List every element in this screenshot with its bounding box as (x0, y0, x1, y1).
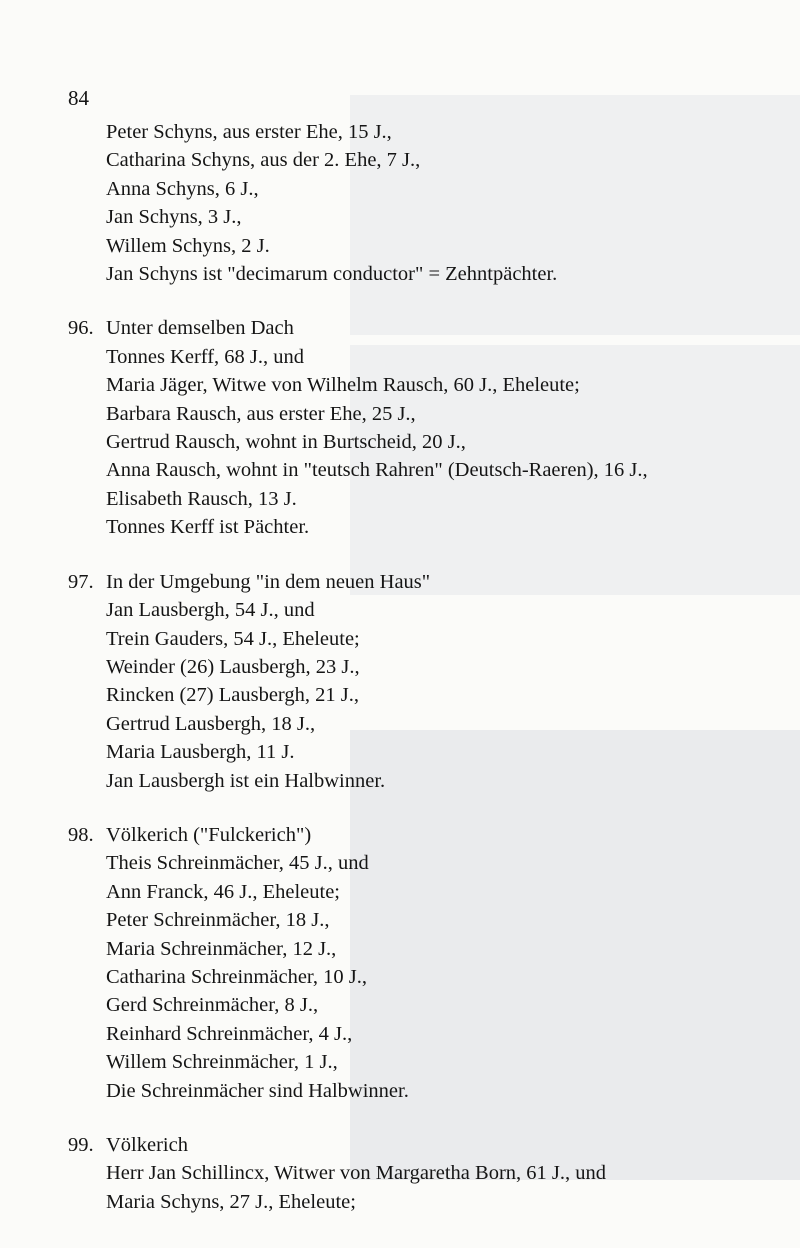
entry-line: Willem Schreinmächer, 1 J., (106, 1051, 338, 1074)
entry-line: Willem Schyns, 2 J. (106, 234, 270, 257)
entry-line: Ann Franck, 46 J., Eheleute; (106, 880, 340, 903)
entry-line: Maria Schreinmächer, 12 J., (106, 937, 337, 960)
page-number: 84 (68, 86, 89, 110)
entry-line: Maria Schyns, 27 J., Eheleute; (106, 1190, 356, 1213)
entry-line: Völkerich (106, 1134, 188, 1156)
entry-line: Jan Schyns, 3 J., (106, 206, 242, 229)
entry-line: Völkerich ("Fulckerich") (106, 823, 312, 846)
entry-line: Rincken (27) Lausbergh, 21 J., (106, 684, 359, 707)
entry-line: Tonnes Kerff, 68 J., und (106, 345, 305, 368)
entry-line: Anna Schyns, 6 J., (106, 177, 259, 200)
register-entries (68, 118, 768, 1242)
entry-number: 99. (68, 1134, 94, 1156)
entry-line: Theis Schreinmächer, 45 J., und (106, 852, 369, 875)
entry-line: Maria Jäger, Witwe von Wilhelm Rausch, 60 J., Eheleute; (106, 374, 580, 397)
entry-99 (68, 1131, 768, 1216)
entry-line: Weinder (26) Lausbergh, 23 J., (106, 655, 360, 678)
entry-number: 96. (68, 317, 94, 340)
entry-line: Die Schreinmächer sind Halbwinner. (106, 1079, 409, 1102)
entry-line: Gerd Schreinmächer, 8 J., (106, 994, 319, 1017)
entry-line: Jan Lausbergh, 54 J., und (106, 599, 315, 622)
entry-97 (68, 568, 768, 795)
entry-line: Catharina Schreinmächer, 10 J., (106, 965, 368, 988)
entry-line: Jan Lausbergh ist ein Halbwinner. (106, 769, 386, 792)
entry-95-continuation (68, 118, 768, 288)
entry-line: Barbara Rausch, aus erster Ehe, 25 J., (106, 402, 416, 425)
entry-line: Catharina Schyns, aus der 2. Ehe, 7 J., (106, 149, 421, 172)
entry-line: Tonnes Kerff ist Pächter. (106, 516, 310, 539)
entry-line: Gertrud Lausbergh, 18 J., (106, 712, 316, 735)
entry-line: Maria Lausbergh, 11 J. (106, 741, 295, 764)
entry-number: 98. (68, 823, 94, 846)
entry-line: Trein Gauders, 54 J., Eheleute; (106, 627, 360, 650)
entry-98 (68, 821, 768, 1105)
entry-96 (68, 314, 768, 541)
entry-line: Peter Schyns, aus erster Ehe, 15 J., (106, 121, 392, 143)
entry-line: Elisabeth Rausch, 13 J. (106, 487, 297, 510)
entry-number: 97. (68, 570, 94, 593)
entry-line: Gertrud Rausch, wohnt in Burtscheid, 20 J., (106, 431, 466, 454)
entry-line: Anna Rausch, wohnt in "teutsch Rahren" (Deutsch-Raeren), 16 J., (106, 459, 648, 482)
entry-line: Reinhard Schreinmächer, 4 J., (106, 1022, 353, 1045)
entry-line: Peter Schreinmächer, 18 J., (106, 909, 330, 932)
entry-line: Herr Jan Schillincx, Witwer von Margaretha Born, 61 J., und (106, 1162, 606, 1185)
entry-line: In der Umgebung "in dem neuen Haus" (106, 570, 431, 593)
entry-line: Unter demselben Dach (106, 317, 294, 340)
entry-line: Jan Schyns ist "decimarum conductor" = Zehntpächter. (106, 263, 558, 286)
